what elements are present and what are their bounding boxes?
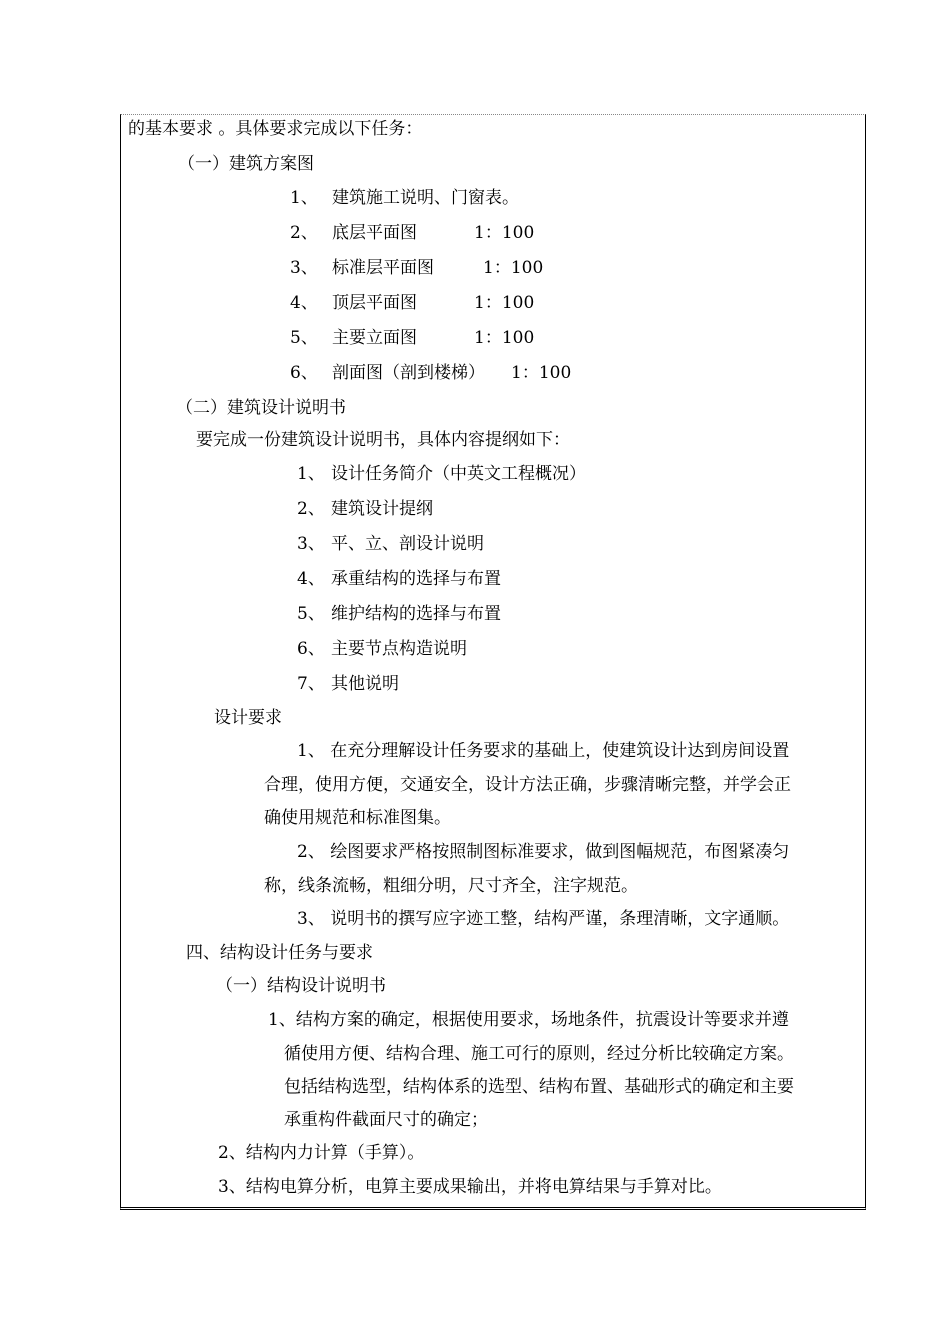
- outline-text: 其他说明: [331, 674, 399, 694]
- drawing-name: 剖面图（剖到楼梯）: [332, 363, 485, 383]
- section-b-intro: 要完成一份建筑设计说明书，具体内容提纲如下：: [196, 430, 570, 450]
- item-number: 5、: [297, 604, 325, 624]
- part-4-subtitle: （一）结构设计说明书: [216, 976, 386, 996]
- structure-item-1-line: 包括结构选型，结构体系的选型、结构布置、基础形式的确定和主要: [284, 1077, 794, 1097]
- drawing-name: 主要立面图: [332, 328, 417, 348]
- outline-text: 承重结构的选择与布置: [331, 569, 501, 589]
- item-number: 3、: [290, 258, 318, 278]
- item-number: 2、: [297, 499, 325, 519]
- drawing-item: [290, 188, 519, 208]
- structure-item-1-line: 承重构件截面尺寸的确定；: [284, 1110, 488, 1130]
- item-number: 6、: [297, 639, 325, 659]
- section-b-title: （二）建筑设计说明书: [176, 398, 346, 418]
- item-number: 2、: [290, 223, 318, 243]
- outline-item: [297, 674, 399, 694]
- drawing-name: 建筑施工说明、门窗表。: [332, 188, 519, 208]
- item-number: 7、: [297, 674, 325, 694]
- drawing-item: [290, 363, 485, 383]
- requirement-1-line: 1、 在充分理解设计任务要求的基础上，使建筑设计达到房间设置: [297, 741, 790, 761]
- structure-item-2: 2、结构内力计算（手算）。: [218, 1143, 425, 1163]
- item-number: 4、: [297, 569, 325, 589]
- part-4-title: 四、结构设计任务与要求: [186, 943, 373, 963]
- drawing-scale: 1：100: [474, 328, 535, 348]
- drawing-name: 标准层平面图: [332, 258, 434, 278]
- outline-text: 主要节点构造说明: [331, 639, 467, 659]
- outline-item: [297, 569, 501, 589]
- outline-text: 设计任务简介（中英文工程概况）: [331, 464, 586, 484]
- drawing-item: [290, 223, 417, 243]
- outline-item: [297, 499, 433, 519]
- drawing-item: [290, 328, 417, 348]
- drawing-item: [290, 258, 434, 278]
- drawing-scale: 1：100: [474, 293, 535, 313]
- drawing-item: [290, 293, 417, 313]
- outline-text: 建筑设计提纲: [331, 499, 433, 519]
- section-a-title: （一）建筑方案图: [178, 154, 314, 174]
- drawing-scale: 1：100: [474, 223, 535, 243]
- requirement-1-line: 合理，使用方便，交通安全，设计方法正确，步骤清晰完整，并学会正: [264, 775, 791, 795]
- outline-item: [297, 604, 501, 624]
- drawing-scale: 1：100: [511, 363, 572, 383]
- item-number: 4、: [290, 293, 318, 313]
- requirement-2-line: 2、 绘图要求严格按照制图标准要求，做到图幅规范，布图紧凑匀: [297, 842, 790, 862]
- outline-item: [297, 534, 484, 554]
- item-number: 1、: [290, 188, 318, 208]
- drawing-scale: 1：100: [483, 258, 544, 278]
- drawing-name: 底层平面图: [332, 223, 417, 243]
- item-number: 5、: [290, 328, 318, 348]
- outline-text: 平、立、剖设计说明: [331, 534, 484, 554]
- intro-line: 的基本要求 。具体要求完成以下任务：: [128, 119, 423, 139]
- item-number: 6、: [290, 363, 318, 383]
- structure-item-1-line: 循使用方便、结构合理、施工可行的原则，经过分析比较确定方案。: [284, 1044, 794, 1064]
- outline-text: 维护结构的选择与布置: [331, 604, 501, 624]
- requirement-3-line: 3、 说明书的撰写应字迹工整，结构严谨，条理清晰，文字通顺。: [297, 909, 790, 929]
- outline-item: [297, 464, 586, 484]
- item-number: 3、: [297, 534, 325, 554]
- item-number: 1、: [297, 464, 325, 484]
- requirement-2-line: 称，线条流畅，粗细分明，尺寸齐全，注字规范。: [264, 876, 638, 896]
- outline-item: [297, 639, 467, 659]
- structure-item-1-line: 1、结构方案的确定，根据使用要求，场地条件，抗震设计等要求并遵: [268, 1010, 789, 1030]
- structure-item-3: 3、结构电算分析，电算主要成果输出，并将电算结果与手算对比。: [218, 1177, 722, 1197]
- requirements-title: 设计要求: [214, 708, 282, 728]
- drawing-name: 顶层平面图: [332, 293, 417, 313]
- requirement-1-line: 确使用规范和标准图集。: [264, 808, 451, 828]
